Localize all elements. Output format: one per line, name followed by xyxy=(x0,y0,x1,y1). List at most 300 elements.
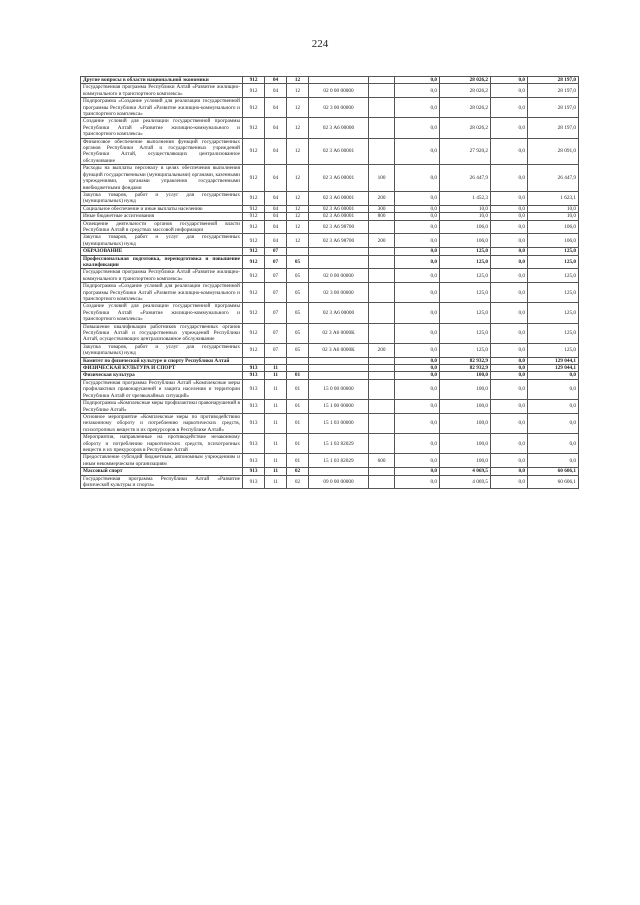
row-value-1: 0,0 xyxy=(395,84,440,98)
row-section-code: 11 xyxy=(265,454,287,468)
row-gr-code: 913 xyxy=(243,400,265,414)
table-row xyxy=(81,205,579,212)
row-value-4: 28 197,0 xyxy=(528,84,579,98)
row-value-1: 0,0 xyxy=(395,434,440,454)
row-name: Мероприятия, направленные на противодействие незаконному обороту и потреблению наркотических средств, психотропных веществ и их прекурсоров в Республике Алтай xyxy=(81,434,243,454)
row-value-3: 0,0 xyxy=(491,191,528,205)
row-value-1: 0,0 xyxy=(395,283,440,303)
row-subsection-code: 01 xyxy=(287,434,309,454)
row-value-2: 125,0 xyxy=(440,269,491,283)
row-section-code: 04 xyxy=(265,205,287,212)
table-row xyxy=(81,283,579,303)
row-expense-type xyxy=(369,255,395,269)
row-name: Закупка товаров, работ и услуг для государственных (муниципальных) нужд xyxy=(81,343,243,357)
row-target-article: 02 0 00 00000 xyxy=(309,84,369,98)
table-row xyxy=(81,234,579,248)
row-value-2: 125,0 xyxy=(440,255,491,269)
row-value-4: 60 606,1 xyxy=(528,475,579,489)
table-row xyxy=(81,372,579,379)
row-value-2: 125,0 xyxy=(440,323,491,343)
row-value-3: 0,0 xyxy=(491,98,528,118)
row-value-1: 0,0 xyxy=(395,303,440,323)
row-expense-type xyxy=(369,475,395,489)
row-value-1: 0,0 xyxy=(395,365,440,372)
row-name: Другие вопросы в области национальной экономики xyxy=(81,77,243,84)
table-row xyxy=(81,220,579,234)
row-value-1: 0,0 xyxy=(395,98,440,118)
row-value-1: 0,0 xyxy=(395,323,440,343)
row-expense-type xyxy=(369,468,395,475)
row-expense-type: 300 xyxy=(369,205,395,212)
row-gr-code: 912 xyxy=(243,323,265,343)
row-value-3: 0,0 xyxy=(491,303,528,323)
row-section-code: 04 xyxy=(265,220,287,234)
row-value-1: 0,0 xyxy=(395,138,440,165)
row-value-4: 60 606,1 xyxy=(528,468,579,475)
row-section-code: 04 xyxy=(265,213,287,220)
row-target-article: 02 3 А6 00000 xyxy=(309,303,369,323)
row-section-code: 04 xyxy=(265,84,287,98)
row-gr-code: 913 xyxy=(243,379,265,399)
row-gr-code: 912 xyxy=(243,138,265,165)
row-gr-code: 913 xyxy=(243,434,265,454)
row-gr-code: 912 xyxy=(243,165,265,192)
table-row xyxy=(81,434,579,454)
row-value-1: 0,0 xyxy=(395,475,440,489)
row-name: ОБРАЗОВАНИЕ xyxy=(81,248,243,255)
row-value-2: 125,0 xyxy=(440,283,491,303)
row-gr-code: 912 xyxy=(243,191,265,205)
row-gr-code: 912 xyxy=(243,118,265,138)
row-target-article xyxy=(309,365,369,372)
row-value-4: 0,0 xyxy=(528,379,579,399)
row-value-2: 125,0 xyxy=(440,248,491,255)
row-value-2: 10,0 xyxy=(440,213,491,220)
row-value-4: 10,0 xyxy=(528,205,579,212)
row-value-2: 28 026,2 xyxy=(440,84,491,98)
row-subsection-code: 12 xyxy=(287,191,309,205)
row-subsection-code: 01 xyxy=(287,379,309,399)
row-name: Государственная программа Республики Алтай «Развитие жилищно-коммунального и транспортного комплекса» xyxy=(81,269,243,283)
row-expense-type xyxy=(369,372,395,379)
row-value-3: 0,0 xyxy=(491,468,528,475)
row-value-1: 0,0 xyxy=(395,165,440,192)
table-row xyxy=(81,400,579,414)
row-target-article xyxy=(309,255,369,269)
row-value-3: 0,0 xyxy=(491,434,528,454)
row-target-article: 02 3 А6 00001 xyxy=(309,191,369,205)
row-expense-type xyxy=(369,98,395,118)
row-subsection-code: 12 xyxy=(287,165,309,192)
row-section-code: 07 xyxy=(265,283,287,303)
row-gr-code: 913 xyxy=(243,372,265,379)
row-name: Закупка товаров, работ и услуг для государственных (муниципальных) нужд xyxy=(81,191,243,205)
row-value-4: 1 623,1 xyxy=(528,191,579,205)
row-value-1: 0,0 xyxy=(395,454,440,468)
row-value-1: 0,0 xyxy=(395,413,440,433)
row-value-4: 28 197,0 xyxy=(528,98,579,118)
table-row xyxy=(81,323,579,343)
table-row xyxy=(81,138,579,165)
row-value-3: 0,0 xyxy=(491,213,528,220)
row-value-4: 28 091,0 xyxy=(528,138,579,165)
row-subsection-code xyxy=(287,365,309,372)
row-name: Подпрограмма «Комплексные меры профилактики правонарушений в Республике Алтай» xyxy=(81,400,243,414)
row-target-article: 15 1 00 00000 xyxy=(309,400,369,414)
row-value-3: 0,0 xyxy=(491,269,528,283)
row-value-2: 28 026,2 xyxy=(440,77,491,84)
row-section-code: 04 xyxy=(265,98,287,118)
row-section-code: 11 xyxy=(265,413,287,433)
row-value-4: 26 447,9 xyxy=(528,165,579,192)
row-subsection-code: 12 xyxy=(287,205,309,212)
row-gr-code: 912 xyxy=(243,213,265,220)
page-number: 224 xyxy=(311,38,329,50)
row-subsection-code: 05 xyxy=(287,269,309,283)
row-name: Профессиональная подготовка, переподготовка и повышение квалификации xyxy=(81,255,243,269)
row-value-1: 0,0 xyxy=(395,468,440,475)
row-value-3: 0,0 xyxy=(491,365,528,372)
row-value-3: 0,0 xyxy=(491,357,528,364)
table-row xyxy=(81,475,579,489)
row-gr-code xyxy=(243,357,265,364)
row-value-4: 28 197,0 xyxy=(528,118,579,138)
row-expense-type xyxy=(369,379,395,399)
row-value-3: 0,0 xyxy=(491,379,528,399)
row-value-2: 125,0 xyxy=(440,303,491,323)
row-name: Финансовое обеспечение выполнения функций государственных органов Республики Алтай и государственных учреждений Республики Алтай, осуществляющих централизованное обслуживание xyxy=(81,138,243,165)
row-gr-code: 912 xyxy=(243,234,265,248)
row-name: Подпрограмма «Создание условий для реализации государственной программы Республики Алтай «Развитие жилищно-коммунального и транспортного комплекса» xyxy=(81,98,243,118)
row-value-1: 0,0 xyxy=(395,248,440,255)
row-expense-type xyxy=(369,283,395,303)
row-target-article: 02 3 00 00000 xyxy=(309,283,369,303)
row-section-code: 07 xyxy=(265,323,287,343)
row-expense-type xyxy=(369,303,395,323)
row-value-2: 1 452,3 xyxy=(440,191,491,205)
row-gr-code: 912 xyxy=(243,98,265,118)
row-value-3: 0,0 xyxy=(491,234,528,248)
row-expense-type: 600 xyxy=(369,454,395,468)
row-value-2: 4 069,5 xyxy=(440,475,491,489)
row-value-1: 0,0 xyxy=(395,234,440,248)
budget-table xyxy=(80,76,579,489)
row-gr-code: 912 xyxy=(243,303,265,323)
row-value-2: 26 447,9 xyxy=(440,165,491,192)
row-target-article: 15 0 00 00000 xyxy=(309,379,369,399)
row-value-2: 4 069,5 xyxy=(440,468,491,475)
row-value-1: 0,0 xyxy=(395,269,440,283)
row-value-3: 0,0 xyxy=(491,255,528,269)
row-expense-type xyxy=(369,365,395,372)
row-section-code: 07 xyxy=(265,343,287,357)
row-value-4: 129 044,1 xyxy=(528,357,579,364)
row-value-4: 125,0 xyxy=(528,269,579,283)
row-name: Расходы на выплаты персоналу в целях обеспечения выполнения функций государственными (муниципальными) органами, казенными учреждениями, органами управления государственными внебюджетными фондами xyxy=(81,165,243,192)
row-target-article xyxy=(309,372,369,379)
row-value-2: 100,0 xyxy=(440,379,491,399)
row-value-1: 0,0 xyxy=(395,379,440,399)
row-subsection-code: 12 xyxy=(287,98,309,118)
row-name: ФИЗИЧЕСКАЯ КУЛЬТУРА И СПОРТ xyxy=(81,365,243,372)
row-section-code: 04 xyxy=(265,77,287,84)
row-name: Иные бюджетные ассигнования xyxy=(81,213,243,220)
row-subsection-code: 05 xyxy=(287,323,309,343)
row-value-2: 100,0 xyxy=(440,413,491,433)
table-row xyxy=(81,379,579,399)
row-value-4: 125,0 xyxy=(528,248,579,255)
row-value-2: 100,0 xyxy=(440,454,491,468)
row-expense-type xyxy=(369,77,395,84)
row-subsection-code: 12 xyxy=(287,84,309,98)
row-subsection-code: 12 xyxy=(287,234,309,248)
table-row xyxy=(81,343,579,357)
row-value-4: 125,0 xyxy=(528,343,579,357)
table-row xyxy=(81,77,579,84)
row-gr-code: 912 xyxy=(243,283,265,303)
row-subsection-code: 01 xyxy=(287,372,309,379)
table-row xyxy=(81,269,579,283)
row-target-article: 02 3 А6 98700 xyxy=(309,220,369,234)
row-value-1: 0,0 xyxy=(395,343,440,357)
row-name: Государственная программа Республики Алтай «Развитие жилищно-коммунального и транспортного комплекса» xyxy=(81,84,243,98)
row-expense-type xyxy=(369,84,395,98)
row-target-article xyxy=(309,248,369,255)
table-row xyxy=(81,468,579,475)
row-subsection-code: 05 xyxy=(287,255,309,269)
row-name: Социальное обеспечение и иные выплаты населению xyxy=(81,205,243,212)
row-section-code: 07 xyxy=(265,269,287,283)
row-value-3: 0,0 xyxy=(491,118,528,138)
row-value-1: 0,0 xyxy=(395,220,440,234)
row-expense-type: 200 xyxy=(369,343,395,357)
row-section-code xyxy=(265,357,287,364)
row-value-3: 0,0 xyxy=(491,372,528,379)
row-name: Массовый спорт xyxy=(81,468,243,475)
row-value-2: 28 026,2 xyxy=(440,98,491,118)
row-value-3: 0,0 xyxy=(491,138,528,165)
row-value-1: 0,0 xyxy=(395,357,440,364)
row-gr-code: 913 xyxy=(243,475,265,489)
row-value-3: 0,0 xyxy=(491,454,528,468)
row-value-4: 0,0 xyxy=(528,413,579,433)
row-expense-type xyxy=(369,248,395,255)
row-target-article: 02 3 А6 98700 xyxy=(309,234,369,248)
row-value-3: 0,0 xyxy=(491,400,528,414)
row-target-article: 02 3 А6 00000 xyxy=(309,118,369,138)
row-subsection-code: 01 xyxy=(287,454,309,468)
row-section-code: 04 xyxy=(265,165,287,192)
row-value-2: 106,0 xyxy=(440,220,491,234)
row-gr-code: 912 xyxy=(243,343,265,357)
row-expense-type xyxy=(369,269,395,283)
table-row xyxy=(81,84,579,98)
row-name: Подпрограмма «Создание условий для реализации государственной программы Республики Алтай «Развитие жилищно-коммунального и транспортного комплекса» xyxy=(81,283,243,303)
row-expense-type: 800 xyxy=(369,213,395,220)
row-value-1: 0,0 xyxy=(395,372,440,379)
row-value-3: 0,0 xyxy=(491,248,528,255)
row-value-4: 129 044,1 xyxy=(528,365,579,372)
row-value-3: 0,0 xyxy=(491,343,528,357)
row-value-4: 125,0 xyxy=(528,283,579,303)
row-name: Предоставление субсидий бюджетным, автономным учреждениям и иным некоммерческим организациям xyxy=(81,454,243,468)
row-value-2: 106,0 xyxy=(440,234,491,248)
row-value-1: 0,0 xyxy=(395,400,440,414)
row-value-2: 27 920,2 xyxy=(440,138,491,165)
row-expense-type xyxy=(369,220,395,234)
row-target-article: 02 3 А6 00001 xyxy=(309,165,369,192)
row-expense-type: 100 xyxy=(369,165,395,192)
row-subsection-code: 05 xyxy=(287,343,309,357)
row-value-3: 0,0 xyxy=(491,323,528,343)
table-row xyxy=(81,303,579,323)
row-expense-type xyxy=(369,400,395,414)
row-expense-type: 200 xyxy=(369,234,395,248)
row-subsection-code: 12 xyxy=(287,213,309,220)
table-row xyxy=(81,248,579,255)
row-expense-type xyxy=(369,434,395,454)
row-value-2: 10,0 xyxy=(440,205,491,212)
row-subsection-code: 01 xyxy=(287,400,309,414)
row-value-2: 125,0 xyxy=(440,343,491,357)
row-value-4: 28 197,0 xyxy=(528,77,579,84)
row-gr-code: 913 xyxy=(243,454,265,468)
row-expense-type: 200 xyxy=(369,191,395,205)
row-section-code: 04 xyxy=(265,234,287,248)
row-target-article: 15 1 03 00000 xyxy=(309,413,369,433)
row-value-2: 100,0 xyxy=(440,434,491,454)
row-target-article: 02 3 А6 00001 xyxy=(309,205,369,212)
row-value-3: 0,0 xyxy=(491,475,528,489)
table-row xyxy=(81,98,579,118)
row-section-code: 07 xyxy=(265,248,287,255)
row-value-1: 0,0 xyxy=(395,205,440,212)
row-value-2: 82 932,9 xyxy=(440,357,491,364)
row-target-article: 15 1 03 82029 xyxy=(309,454,369,468)
row-gr-code: 912 xyxy=(243,205,265,212)
row-name: Комитет по физической культуре и спорту Республики Алтай xyxy=(81,357,243,364)
row-expense-type xyxy=(369,118,395,138)
row-value-4: 0,0 xyxy=(528,434,579,454)
row-name: Повышение квалификации работников государственных органов Республики Алтай и государственных учреждений Республики Алтай, осуществляющих централизованное обслуживание xyxy=(81,323,243,343)
row-name: Государственная программа Республики Алтай «Комплексные меры профилактики правонарушений и защита населения и территории Республики Алтай от чрезвычайных ситуаций» xyxy=(81,379,243,399)
row-subsection-code: 02 xyxy=(287,468,309,475)
row-gr-code: 912 xyxy=(243,248,265,255)
row-target-article: 02 3 А6 00001 xyxy=(309,213,369,220)
row-value-2: 100,0 xyxy=(440,400,491,414)
row-value-4: 0,0 xyxy=(528,372,579,379)
row-value-2: 82 932,9 xyxy=(440,365,491,372)
row-value-3: 0,0 xyxy=(491,283,528,303)
row-value-1: 0,0 xyxy=(395,213,440,220)
table-row xyxy=(81,365,579,372)
row-name: Физическая культура xyxy=(81,372,243,379)
row-value-3: 0,0 xyxy=(491,220,528,234)
row-gr-code: 912 xyxy=(243,84,265,98)
row-gr-code: 912 xyxy=(243,255,265,269)
row-target-article xyxy=(309,468,369,475)
row-gr-code: 913 xyxy=(243,468,265,475)
row-target-article: 15 1 03 82029 xyxy=(309,434,369,454)
table-row xyxy=(81,413,579,433)
row-subsection-code: 12 xyxy=(287,138,309,165)
row-section-code: 11 xyxy=(265,379,287,399)
row-expense-type xyxy=(369,323,395,343)
row-value-4: 125,0 xyxy=(528,323,579,343)
row-section-code: 07 xyxy=(265,303,287,323)
row-subsection-code: 12 xyxy=(287,220,309,234)
row-name: Освещение деятельности органов государственной власти Республики Алтай в средствах массовой информации xyxy=(81,220,243,234)
row-value-3: 0,0 xyxy=(491,84,528,98)
row-gr-code: 913 xyxy=(243,365,265,372)
row-section-code: 11 xyxy=(265,475,287,489)
row-name: Создание условий для реализации государственной программы Республики Алтай «Развитие жилищно-коммунального и транспортного комплекса» xyxy=(81,303,243,323)
row-value-2: 28 026,2 xyxy=(440,118,491,138)
row-value-4: 10,0 xyxy=(528,213,579,220)
row-value-3: 0,0 xyxy=(491,413,528,433)
row-name: Государственная программа Республики Алтай «Развитие физической культуры и спорта» xyxy=(81,475,243,489)
table-row xyxy=(81,118,579,138)
row-expense-type xyxy=(369,357,395,364)
row-name: Создание условий для реализации государственной программы Республики Алтай «Развитие жилищно-коммунального и транспортного комплекса» xyxy=(81,118,243,138)
row-target-article xyxy=(309,357,369,364)
row-value-1: 0,0 xyxy=(395,255,440,269)
row-value-1: 0,0 xyxy=(395,77,440,84)
row-subsection-code: 05 xyxy=(287,283,309,303)
row-section-code: 11 xyxy=(265,434,287,454)
row-value-4: 0,0 xyxy=(528,400,579,414)
table-row xyxy=(81,454,579,468)
row-section-code: 04 xyxy=(265,138,287,165)
row-value-1: 0,0 xyxy=(395,191,440,205)
row-value-3: 0,0 xyxy=(491,205,528,212)
row-gr-code: 912 xyxy=(243,220,265,234)
row-value-2: 100,0 xyxy=(440,372,491,379)
row-value-4: 0,0 xyxy=(528,454,579,468)
row-value-4: 106,0 xyxy=(528,234,579,248)
row-section-code: 04 xyxy=(265,191,287,205)
table-row xyxy=(81,213,579,220)
table-row xyxy=(81,255,579,269)
row-section-code: 04 xyxy=(265,118,287,138)
row-gr-code: 912 xyxy=(243,77,265,84)
row-value-3: 0,0 xyxy=(491,77,528,84)
table-row xyxy=(81,357,579,364)
row-target-article xyxy=(309,77,369,84)
row-value-4: 125,0 xyxy=(528,303,579,323)
row-expense-type xyxy=(369,138,395,165)
row-subsection-code: 01 xyxy=(287,413,309,433)
row-value-4: 125,0 xyxy=(528,255,579,269)
row-section-code: 11 xyxy=(265,372,287,379)
row-value-1: 0,0 xyxy=(395,118,440,138)
row-name: Основное мероприятие «Комплексные меры по противодействию незаконному обороту и потреблению наркотических средств, психотропных веществ и их прекурсоров в Республике Алтай» xyxy=(81,413,243,433)
row-target-article: 02 3 00 00000 xyxy=(309,98,369,118)
row-gr-code: 912 xyxy=(243,269,265,283)
row-value-3: 0,0 xyxy=(491,165,528,192)
row-value-4: 106,0 xyxy=(528,220,579,234)
row-subsection-code xyxy=(287,248,309,255)
row-target-article: 02 3 А6 00001 xyxy=(309,138,369,165)
table-row xyxy=(81,191,579,205)
row-target-article: 02 3 А6 0000К xyxy=(309,343,369,357)
table-row xyxy=(81,165,579,192)
row-target-article: 09 0 00 00000 xyxy=(309,475,369,489)
row-expense-type xyxy=(369,413,395,433)
row-subsection-code: 02 xyxy=(287,475,309,489)
row-subsection-code: 12 xyxy=(287,77,309,84)
row-target-article: 02 0 00 00000 xyxy=(309,269,369,283)
